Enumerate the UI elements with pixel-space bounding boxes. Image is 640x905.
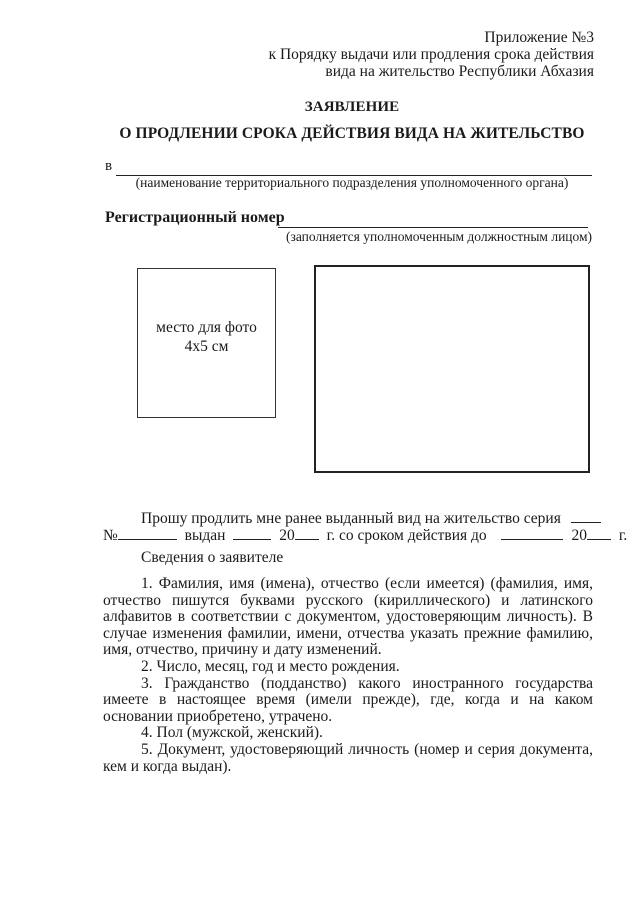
photo-label: место для фото [156,319,257,336]
number-field[interactable] [118,527,177,540]
number-prefix: № [103,527,118,544]
valid-until-date-field[interactable] [501,527,563,540]
series-field[interactable] [571,510,601,523]
applicant-section-title: Сведения о заявителе [141,549,284,566]
authority-hint: (наименование территориального подразделения уполномоченного органа) [135,175,569,190]
authority-prefix: в [105,158,113,174]
request-text: Прошу продлить мне ранее выданный вид на жительство серия [141,510,561,527]
applicant-item-4: 4. Пол (мужской, женский). [141,724,323,742]
request-line-1 [103,510,593,527]
registration-label: Регистрационный номер [105,209,285,226]
document-title: ЗАЯВЛЕНИЕ [304,99,400,115]
applicant-item-1: 1. Фамилия, имя (имена), отчество (если имеется) (фамилия, имя, отчество пишутся буквами русского (кириллического) и латинского алфавитов в соответствии с документом, удостоверяющим личность). В случае изменения фамилии, имени, отчества указать прежние фамилию, имя, отчество, причину и дату изменений. [103,575,593,659]
year-suffix: г. [618,527,628,544]
issued-label: выдан [184,527,226,544]
appendix-title: Приложение №3 [484,29,594,46]
applicant-item-2: 2. Число, месяц, год и место рождения. [141,657,400,675]
photo-size-label: 4x5 см [184,338,229,355]
appendix-reference-line-2: вида на жительство Республики Абхазия [325,63,594,80]
issued-date-field[interactable] [233,527,271,540]
photo-placeholder[interactable] [137,268,276,418]
issued-year-field[interactable] [295,527,319,540]
valid-until-year-prefix: 20 [571,527,587,544]
validity-text: г. со сроком действия до [326,527,487,544]
request-paragraph [103,510,628,544]
applicant-item-3: 3. Гражданство (подданство) какого иностранного государства имеете в настоящее время (имели прежде), где, когда и на каком основании приобретено, утрачено. [103,674,593,725]
appendix-reference-line-1: к Порядку выдачи или продления срока действия [268,46,594,63]
registration-row [105,209,588,231]
applicant-items-list [103,576,593,775]
valid-until-year-field[interactable] [587,527,611,540]
request-line-2 [103,527,628,544]
official-stamp-box[interactable] [314,265,590,473]
issued-year-prefix: 20 [279,527,295,544]
applicant-item-5: 5. Документ, удостоверяющий личность (номер и серия документа, кем и когда выдан). [103,740,593,775]
appendix-header [269,29,594,80]
document-subtitle: О ПРОДЛЕНИИ СРОКА ДЕЙСТВИЯ ВИДА НА ЖИТЕЛЬСТВО [119,125,585,142]
registration-hint: (заполняется уполномоченным должностным лицом) [286,229,593,244]
registration-number-field[interactable] [278,227,588,228]
